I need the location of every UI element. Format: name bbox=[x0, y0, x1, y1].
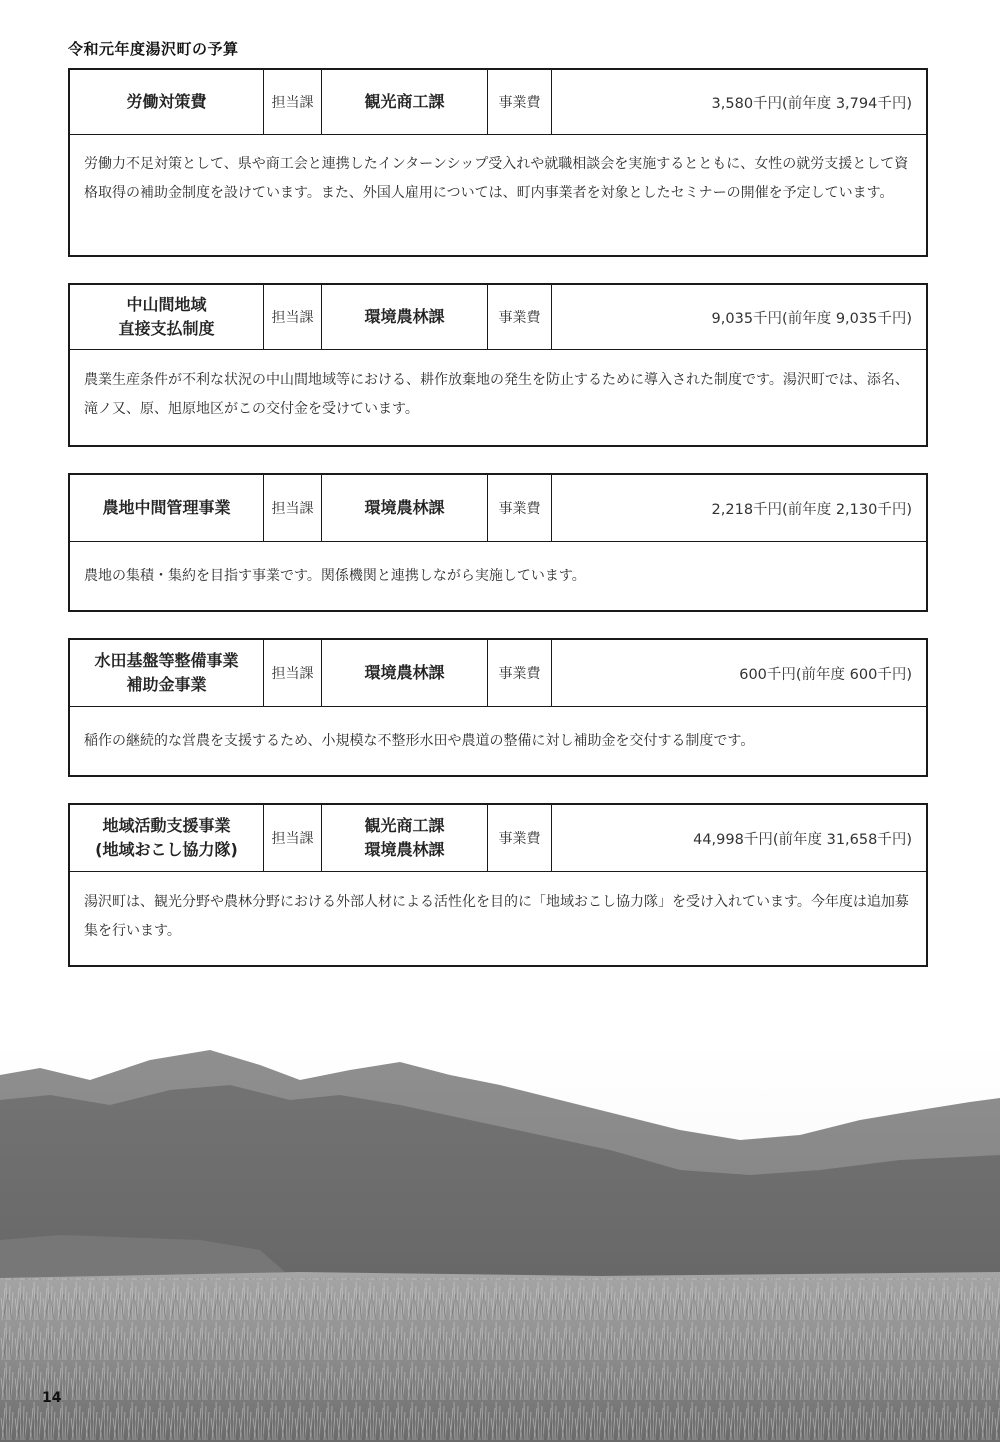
item-description: 農地の集積・集約を目指す事業です。関係機関と連携しながら実施しています。 bbox=[84, 568, 586, 584]
budget-item-header bbox=[70, 70, 926, 135]
cost-label: 事業費 bbox=[488, 285, 552, 349]
budget-item-paddy-infrastructure bbox=[68, 638, 928, 777]
item-description: 労働力不足対策として、県や商工会と連携したインターンシップ受入れや就職相談会を実施するとともに、女性の就労支援として資格取得の補助金制度を設けています。また、外国人雇用については、町内事業者を対象としたセミナーの開催を予定しています。 bbox=[84, 156, 909, 201]
department-value: 環境農林課 bbox=[322, 285, 488, 349]
budget-item-farmland-management bbox=[68, 473, 928, 612]
department-value: 環境農林課 bbox=[322, 640, 488, 706]
budget-item-community-support bbox=[68, 803, 928, 967]
department-label: 担当課 bbox=[264, 285, 322, 349]
cost-label: 事業費 bbox=[488, 70, 552, 134]
item-name: 水田基盤等整備事業 補助金事業 bbox=[70, 640, 264, 706]
budget-item-header bbox=[70, 475, 926, 542]
cost-label: 事業費 bbox=[488, 640, 552, 706]
department-value: 観光商工課 bbox=[322, 70, 488, 134]
cost-value: 3,580千円(前年度 3,794千円) bbox=[711, 95, 912, 112]
page-number: 14 bbox=[42, 1390, 62, 1406]
page-title: 令和元年度湯沢町の予算 bbox=[68, 40, 239, 58]
landscape-photo bbox=[0, 1040, 1000, 1442]
department-value: 観光商工課 環境農林課 bbox=[322, 805, 488, 871]
item-name: 中山間地域 直接支払制度 bbox=[70, 285, 264, 349]
budget-item-header bbox=[70, 805, 926, 872]
cost-value: 9,035千円(前年度 9,035千円) bbox=[711, 310, 912, 327]
cost-value: 2,218千円(前年度 2,130千円) bbox=[711, 501, 912, 518]
item-name: 労働対策費 bbox=[70, 70, 264, 134]
budget-item-header bbox=[70, 285, 926, 350]
item-name: 農地中間管理事業 bbox=[70, 475, 264, 541]
budget-item-hilly-area bbox=[68, 283, 928, 447]
cost-value: 44,998千円(前年度 31,658千円) bbox=[693, 831, 912, 848]
item-name: 地域活動支援事業 (地域おこし協力隊) bbox=[70, 805, 264, 871]
item-description: 農業生産条件が不利な状況の中山間地域等における、耕作放棄地の発生を防止するために導入された制度です。湯沢町では、添名、滝ノ又、原、旭原地区がこの交付金を受けています。 bbox=[84, 372, 909, 417]
department-label: 担当課 bbox=[264, 475, 322, 541]
department-label: 担当課 bbox=[264, 640, 322, 706]
budget-item-labor bbox=[68, 68, 928, 257]
department-value: 環境農林課 bbox=[322, 475, 488, 541]
department-label: 担当課 bbox=[264, 70, 322, 134]
item-description: 稲作の継続的な営農を支援するため、小規模な不整形水田や農道の整備に対し補助金を交付する制度です。 bbox=[84, 733, 755, 749]
cost-label: 事業費 bbox=[488, 805, 552, 871]
cost-value: 600千円(前年度 600千円) bbox=[739, 666, 912, 683]
cost-label: 事業費 bbox=[488, 475, 552, 541]
department-label: 担当課 bbox=[264, 805, 322, 871]
item-description: 湯沢町は、観光分野や農林分野における外部人材による活性化を目的に「地域おこし協力隊」を受け入れています。今年度は追加募集を行います。 bbox=[84, 894, 909, 939]
budget-item-header bbox=[70, 640, 926, 707]
